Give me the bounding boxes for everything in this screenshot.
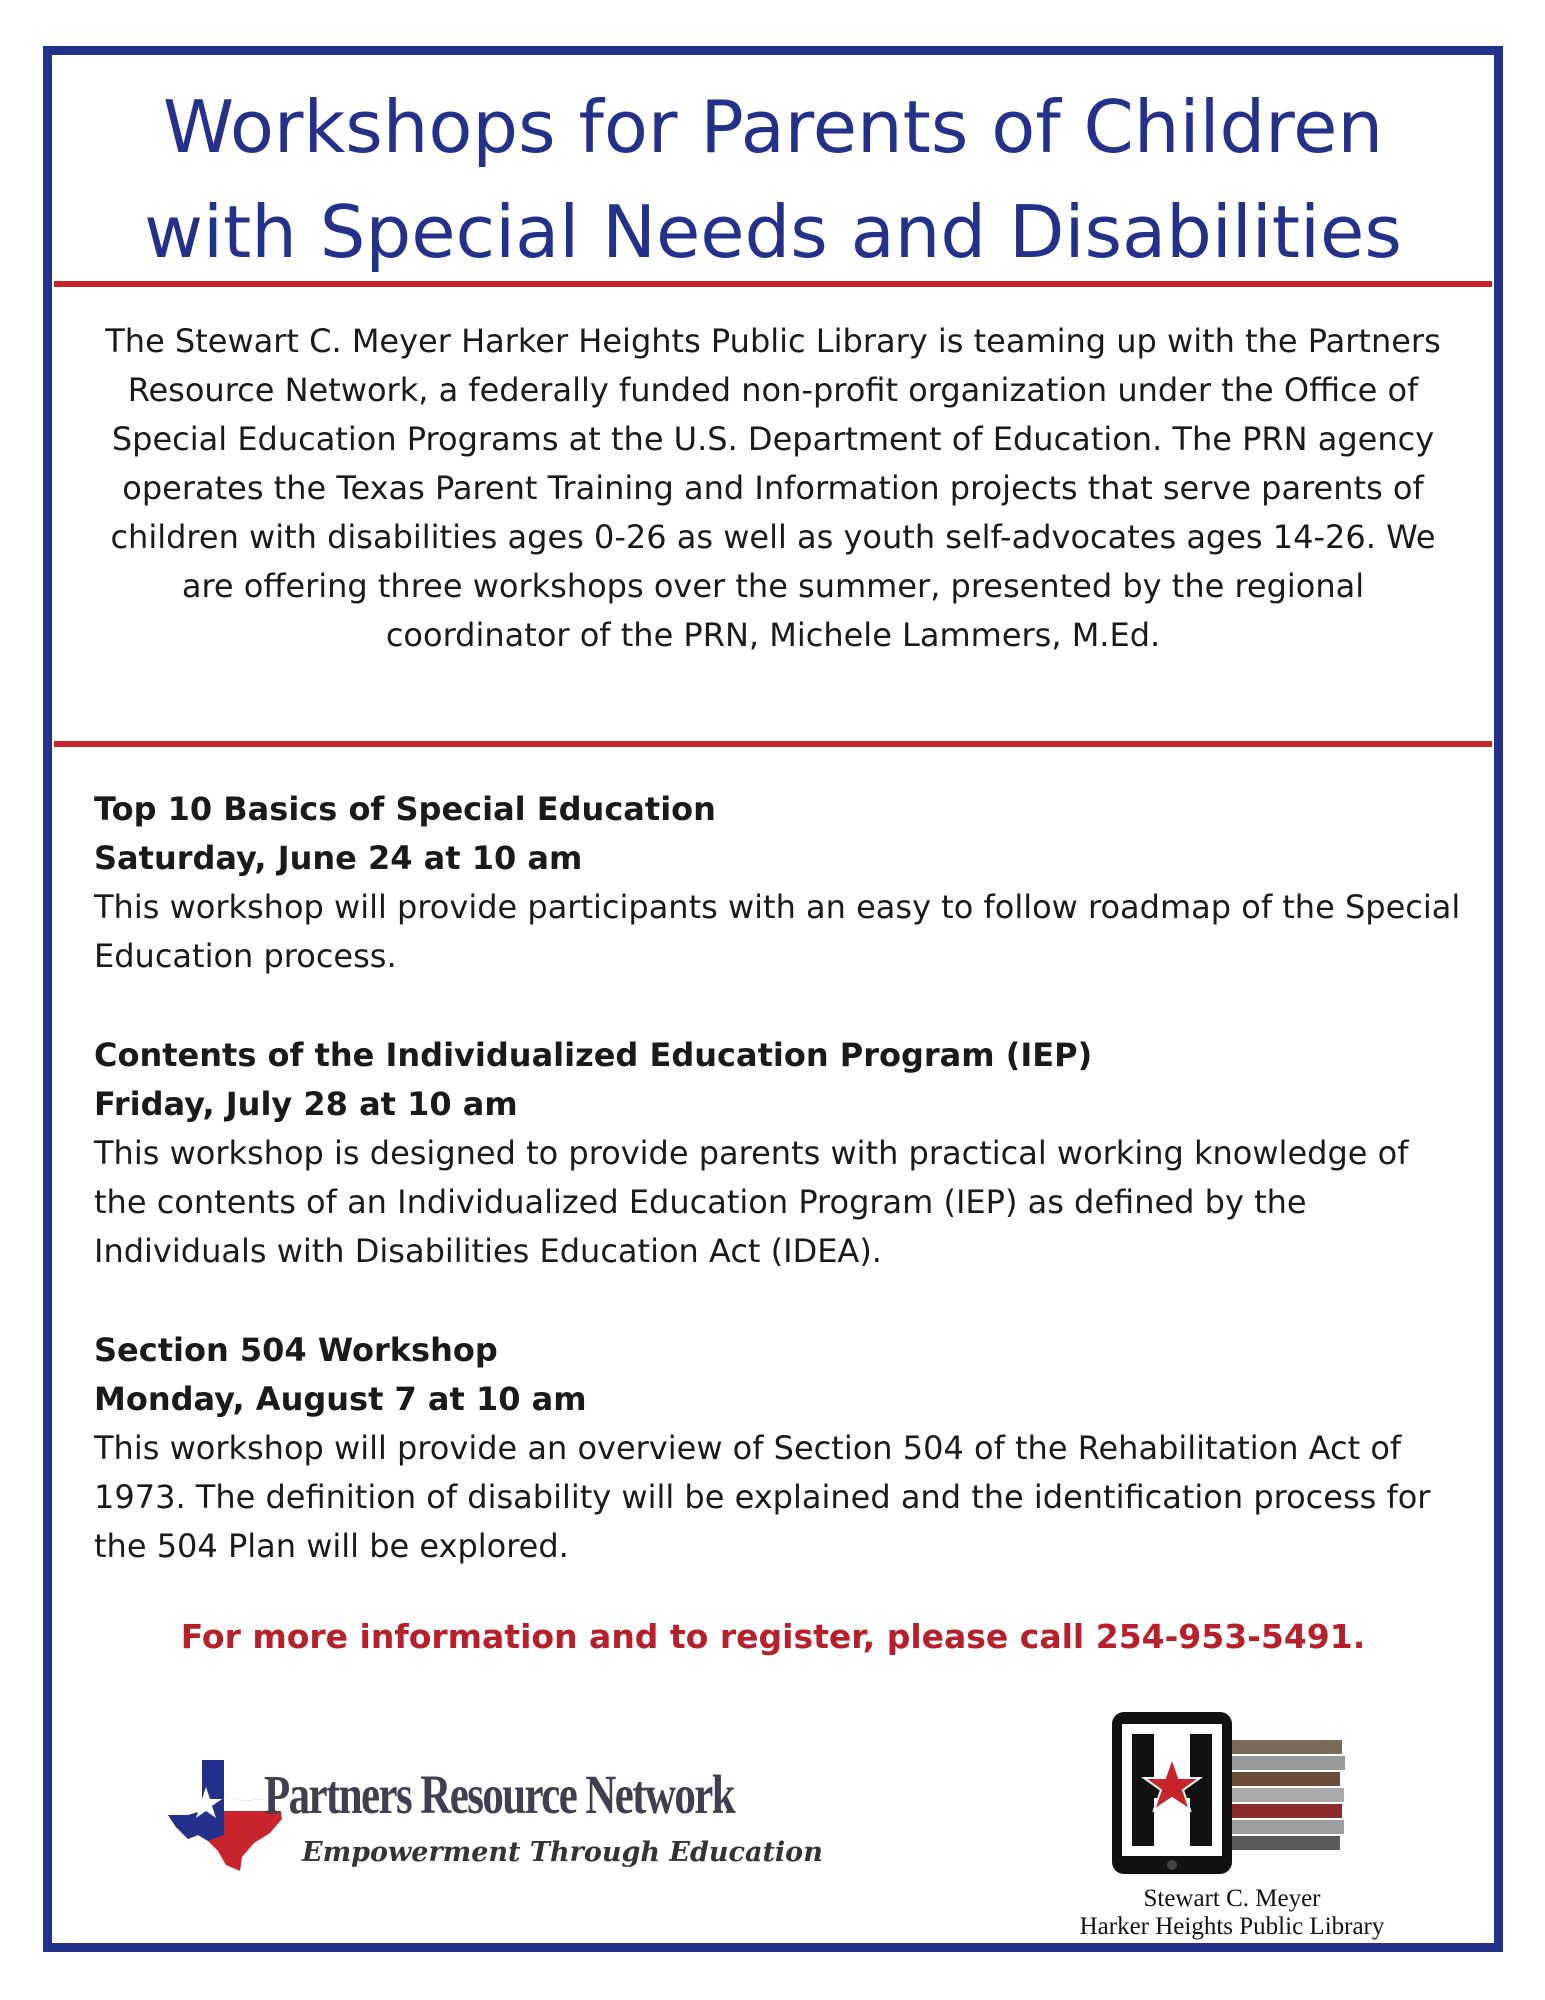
workshop-title: Section 504 Workshop <box>94 1331 498 1369</box>
prn-tagline: Empowerment Through Education <box>302 1837 823 1868</box>
divider-bottom <box>54 741 1492 747</box>
intro-paragraph: The Stewart C. Meyer Harker Heights Public Library is teaming up with the Partners Resource Network, a federally funded non-profit organization under the Office of Special Education Programs at the U.S. Department of Education. The PRN agency operates the Texas Parent Training and Information projects that serve parents of children with disabilities ages 0-26 as well as youth self-advocates ages 14-26. We are offering three workshops over the summer, presented by the regional coordinator of the PRN, Michele Lammers, M.Ed. <box>105 322 1441 654</box>
workshop-description: This workshop will provide participants with an easy to follow roadmap of the Special Education process. <box>94 888 1461 975</box>
workshop-description: This workshop is designed to provide parents with practical working knowledge of the contents of an Individualized Education Program (IEP) as defined by the Individuals with Disabilities Education Act (IDEA). <box>94 1134 1409 1270</box>
library-name-line-1: Stewart C. Meyer <box>1143 1885 1321 1912</box>
partners-resource-network-logo <box>162 1755 823 1905</box>
harker-heights-library-logo <box>1052 1710 1412 1960</box>
workshop-date: Monday, August 7 at 10 am <box>94 1380 587 1418</box>
workshop-item <box>94 785 1464 981</box>
flyer-border <box>43 46 1503 1952</box>
registration-call-to-action: For more information and to register, please call 254-953-5491. <box>180 1617 1366 1656</box>
page-title <box>52 75 1494 285</box>
workshop-item <box>94 1031 1464 1276</box>
tablet-books-icon <box>1102 1710 1362 1880</box>
workshop-title: Top 10 Basics of Special Education <box>94 790 716 828</box>
workshop-description: This workshop will provide an overview of Section 504 of the Rehabilitation Act of 1973. The definition of disability will be explained and the identification process for the 504 Plan will be explored. <box>94 1429 1431 1565</box>
library-name-line-2: Harker Heights Public Library <box>1079 1913 1385 1940</box>
workshop-date: Saturday, June 24 at 10 am <box>94 839 583 877</box>
prn-wordmark: Partners Resource Network <box>264 1764 735 1825</box>
workshop-list <box>94 785 1464 1621</box>
divider-top <box>54 281 1492 287</box>
workshop-date: Friday, July 28 at 10 am <box>94 1085 518 1123</box>
library-name <box>1052 1885 1412 1941</box>
title-line-1: Workshops for Parents of Children <box>162 85 1384 169</box>
workshop-title: Contents of the Individualized Education Program (IEP) <box>94 1036 1093 1074</box>
title-line-2: with Special Needs and Disabilities <box>144 190 1402 274</box>
workshop-item <box>94 1326 1464 1571</box>
